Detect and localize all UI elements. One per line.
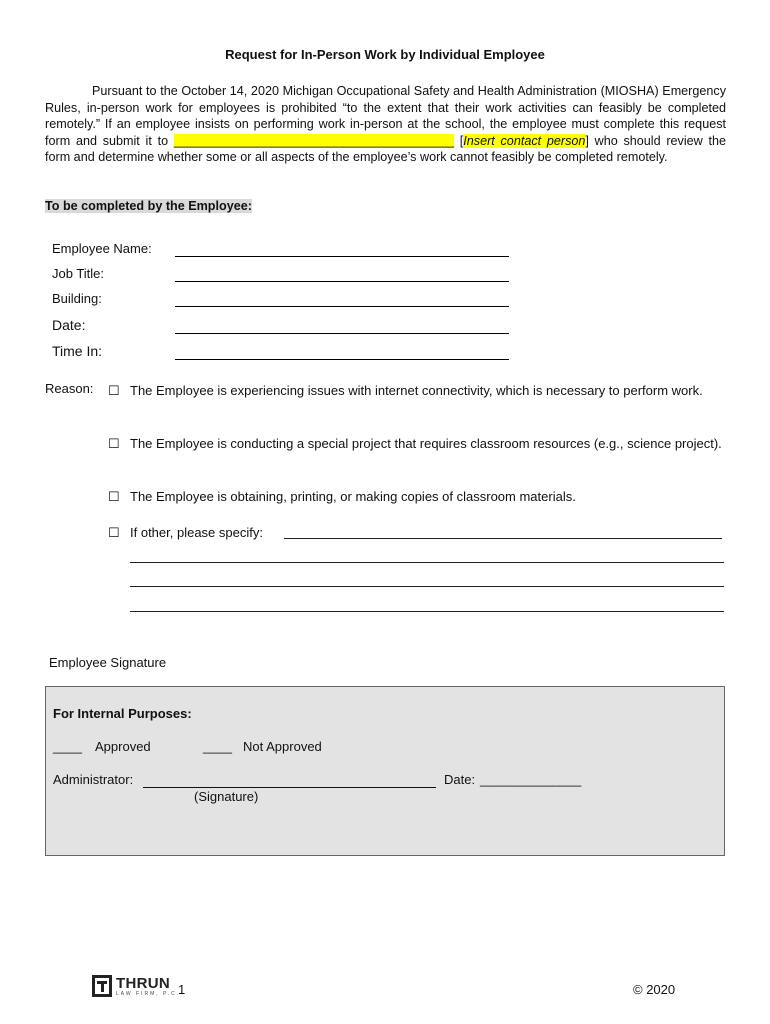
page-number: 1 bbox=[178, 982, 186, 997]
not-approved-blank[interactable]: ____ bbox=[203, 739, 232, 754]
job-title-label: Job Title: bbox=[52, 266, 105, 281]
employee-name-label: Employee Name: bbox=[52, 241, 152, 256]
bracket-close: ] bbox=[585, 133, 589, 148]
employee-name-field[interactable] bbox=[175, 256, 509, 257]
thrun-logo-word: THRUN bbox=[116, 975, 170, 992]
building-label: Building: bbox=[52, 291, 102, 306]
thrun-logo-subtitle: LAW FIRM, P.C. bbox=[116, 991, 181, 997]
not-approved-label: Not Approved bbox=[243, 739, 322, 754]
checkbox-special-project[interactable]: ☐ bbox=[108, 436, 120, 451]
internal-date-field[interactable]: ______________ bbox=[480, 772, 582, 787]
intro-text-2: who should review the form and determine whether some or all aspects of the employee’s work cannot feasibly be completed remotely. bbox=[45, 133, 726, 164]
reason-option-other-text: If other, please specify: bbox=[130, 525, 263, 540]
reason-option-internet bbox=[108, 381, 726, 400]
intro-paragraph bbox=[45, 83, 726, 166]
reason-option-other bbox=[108, 523, 726, 542]
job-title-field[interactable] bbox=[175, 281, 509, 282]
reason-option-special-project-text: The Employee is conducting a special project that requires classroom resources (e.g., science project). bbox=[130, 436, 722, 451]
building-field[interactable] bbox=[175, 306, 509, 307]
reason-option-copies bbox=[108, 487, 726, 506]
approved-label: Approved bbox=[95, 739, 151, 754]
date-label: Date: bbox=[52, 317, 86, 333]
internal-heading: For Internal Purposes: bbox=[53, 706, 192, 721]
reason-label: Reason: bbox=[45, 381, 94, 396]
copyright-notice: © 2020 bbox=[633, 982, 676, 997]
administrator-label: Administrator: bbox=[53, 772, 134, 787]
reason-option-copies-text: The Employee is obtaining, printing, or making copies of classroom materials. bbox=[130, 489, 576, 504]
other-specify-line-2[interactable] bbox=[130, 562, 724, 563]
employee-signature-label: Employee Signature bbox=[49, 655, 167, 670]
contact-blank[interactable]: ________________________________________ bbox=[173, 133, 455, 148]
other-specify-line-3[interactable] bbox=[130, 586, 724, 587]
time-in-label: Time In: bbox=[52, 343, 103, 359]
date-field[interactable] bbox=[175, 333, 509, 334]
insert-contact-placeholder: Insert contact person bbox=[463, 133, 586, 148]
employee-section-heading: To be completed by the Employee: bbox=[45, 199, 252, 213]
thrun-logo-mark bbox=[92, 975, 112, 997]
checkbox-other[interactable]: ☐ bbox=[108, 525, 120, 540]
intro-text-1: Pursuant to the October 14, 2020 Michigan Occupational Safety and Health Administration (MIOSHA) Emergency Rules, in-person work for employees is prohibited “to the extent that their work activities can feasibly be completed remotely.” If an employee insists on performing work in-person at the school, the employee must complete this request form and submit it to bbox=[45, 84, 726, 148]
checkbox-internet[interactable]: ☐ bbox=[108, 383, 120, 398]
administrator-signature-field[interactable] bbox=[143, 787, 436, 788]
time-in-field[interactable] bbox=[175, 359, 509, 360]
internal-purposes-box bbox=[45, 686, 725, 856]
other-specify-line-4[interactable] bbox=[130, 611, 724, 612]
internal-date-label: Date: bbox=[444, 772, 476, 787]
approved-blank[interactable]: ____ bbox=[53, 739, 82, 754]
bracket-open: [ bbox=[454, 133, 464, 148]
signature-caption: (Signature) bbox=[194, 789, 259, 804]
checkbox-copies[interactable]: ☐ bbox=[108, 489, 120, 504]
other-specify-field[interactable] bbox=[284, 538, 722, 539]
reason-option-internet-text: The Employee is experiencing issues with internet connectivity, which is necessary to perform work. bbox=[130, 383, 703, 398]
reason-option-special-project bbox=[108, 434, 726, 453]
document-title: Request for In-Person Work by Individual Employee bbox=[225, 47, 545, 62]
